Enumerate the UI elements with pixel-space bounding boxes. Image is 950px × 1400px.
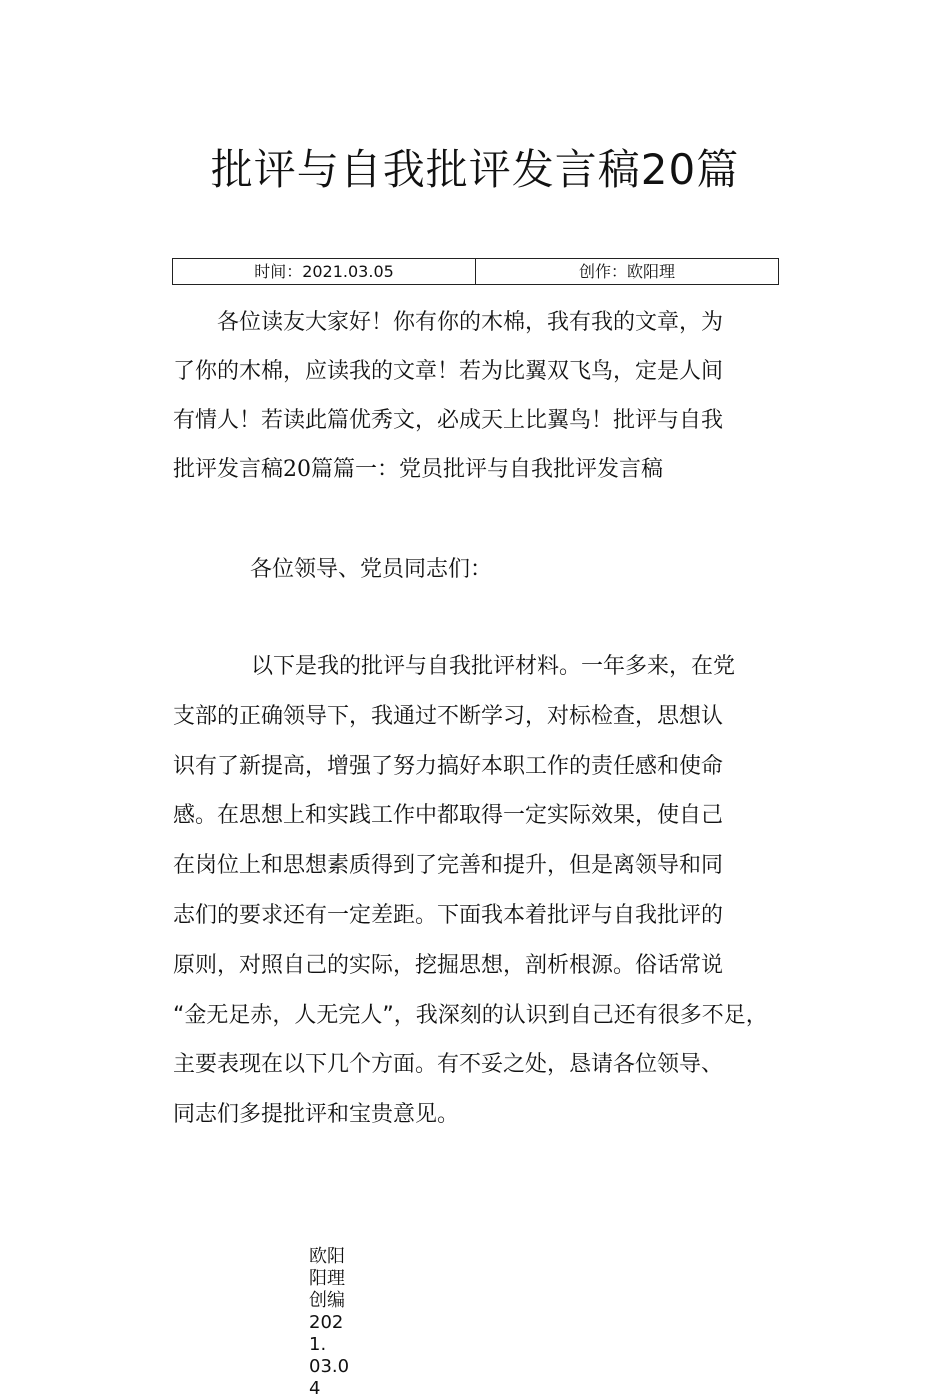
body-line: 支部的正确领导下，我通过不断学习，对标检查，思想认 <box>173 703 724 729</box>
body-line: 在岗位上和思想素质得到了完善和提升，但是离领导和同 <box>173 853 724 879</box>
footer-line: 03.04 <box>309 1356 350 1399</box>
body-paragraph <box>173 642 798 1140</box>
body-line: 志们的要求还有一定差距。下面我本着批评与自我批评的 <box>173 902 724 928</box>
body-line: 主要表现在以下几个方面。有不妥之处，恳请各位领导、 <box>173 1052 724 1078</box>
meta-author: 创作：欧阳理 <box>475 259 778 284</box>
document-title: 批评与自我批评发言稿20篇 <box>210 145 740 194</box>
salutation: 各位领导、党员同志们： <box>250 557 493 582</box>
intro-line: 各位读友大家好！你有你的木棉，我有我的文章，为 <box>173 310 724 335</box>
footer-line: 2021. <box>309 1312 344 1355</box>
body-line: 以下是我的批评与自我批评材料。一年多来，在党 <box>251 654 736 679</box>
body-line: 感。在思想上和实践工作中都取得一定实际效果，使自己 <box>173 803 724 829</box>
intro-line: 批评发言稿20篇篇一：党员批评与自我批评发言稿 <box>173 457 663 482</box>
footer-line: 阳理 <box>309 1268 345 1289</box>
intro-line: 了你的木棉，应读我的文章！若为比翼双飞鸟，定是人间 <box>173 359 724 384</box>
body-line: 识有了新提高，增强了努力搞好本职工作的责任感和使命 <box>173 753 724 779</box>
body-line: “金无足赤，人无完人”，我深刻的认识到自己还有很多不足， <box>173 1002 768 1028</box>
footer-note <box>309 1246 357 1400</box>
body-line: 同志们多提批评和宝贵意见。 <box>173 1102 460 1128</box>
footer-line: 欧阳 <box>309 1246 345 1267</box>
footer-line: 创编 <box>309 1290 345 1311</box>
body-line: 原则，对照自己的实际，挖掘思想，剖析根源。俗话常说 <box>173 952 724 978</box>
intro-line: 有情人！若读此篇优秀文，必成天上比翼鸟！批评与自我 <box>173 408 724 433</box>
meta-time: 时间：2021.03.05 <box>254 262 394 281</box>
meta-table <box>172 258 779 285</box>
intro-paragraph <box>173 298 773 494</box>
